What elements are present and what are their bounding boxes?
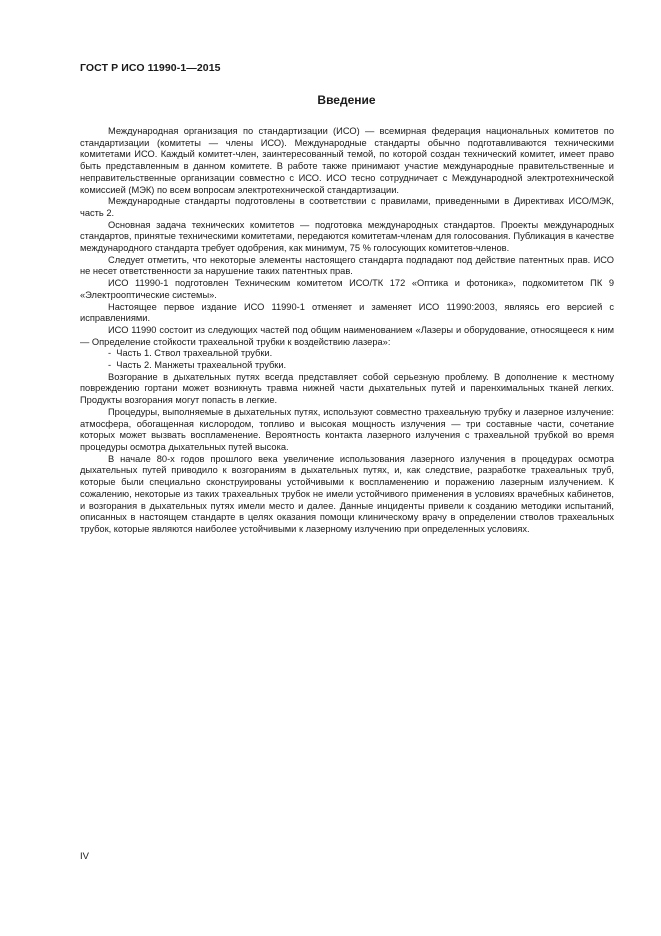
paragraph-iso-intro: Международная организация по стандартизации (ИСО) — всемирная федерация национальных комитетов по стандартизации (комитеты — члены ИСО). Международные стандарты обычно подготавливаются техническими комитетами ИСО. Каждый комитет-член, заинтересованный темой, по которой создан технический комитет, имеет право быть представленным в данном комитете. В работе также принимают участие международные правительственные и неправительственные организации совместно с ИСО. ИСО тесно сотрудничает с Международной электротехнической комиссией (МЭК) по всем вопросам электротехнической стандартизации. (80, 126, 614, 195)
document-body (80, 126, 614, 536)
document-header: ГОСТ Р ИСО 11990-1—2015 (80, 62, 221, 74)
paragraph-prepared-by: ИСО 11990-1 подготовлен Техническим комитетом ИСО/ТК 172 «Оптика и фотоника», подкомитетом ПК 9 «Электрооптические системы». (80, 278, 614, 300)
paragraph-edition: Настоящее первое издание ИСО 11990-1 отменяет и заменяет ИСО 11990:2003, являясь его версией с исправлениями. (80, 301, 614, 324)
paragraph-patent-rights: Следует отметить, что некоторые элементы настоящего стандарта подпадают под действие патентных прав. ИСО не несет ответственности за нарушение таких патентных прав. (80, 254, 614, 277)
paragraph-parts-intro: ИСО 11990 состоит из следующих частей под общим наименованием «Лазеры и оборудование, относящееся к ним — Определение стойкости трахеальной трубки к воздействию лазера»: (80, 324, 614, 347)
paragraph-history: В начале 80-х годов прошлого века увеличение использования лазерного излучения в процедурах осмотра дыхательных путей приводило к возгораниям в дыхательных путях, и, как следствие, разработке трахеальных труб, которые были специально сконструированы устойчивыми к воспламенению и поражению лазерным излучением. К сожалению, некоторые из таких трахеальных трубок не имели устойчивого применения в условиях врачебных кабинетов, и возгорания в дыхательных путях имели место и далее. Данные инциденты привели к созданию методики испытаний, описанных в настоящем стандарте в целях оказания помощи клиническому врачу в определении стволов трахеальных трубок, которые являются наиболее устойчивыми к лазерному излучению при определенных условиях. (80, 453, 614, 534)
paragraph-directives: Международные стандарты подготовлены в соответствии с правилами, приведенными в Директивах ИСО/МЭК, часть 2. (80, 196, 614, 218)
paragraph-committees-task: Основная задача технических комитетов — подготовка международных стандартов. Проекты международных стандартов, принятые техническими комитетами, передаются комитетам-членам для голосования. Публикация в качестве международного стандарта требует одобрения, как минимум, 75 % голосующих комитетов-членов. (80, 219, 614, 254)
paragraph-procedures: Процедуры, выполняемые в дыхательных путях, используют совместно трахеальную трубку и лазерное излучение: атмосфера, обогащенная кислородом, топливо и высокая мощность излучения — три составные части, сочетание которых может вызвать воспламенение. Вероятность контакта лазерного излучения с трахеальной трубкой во время процедуры осмотра дыхательных путей высока. (80, 406, 614, 452)
section-title: Введение (317, 93, 376, 107)
list-item: - Часть 2. Манжеты трахеальной трубки. (80, 360, 614, 372)
page-number: IV (80, 851, 89, 862)
paragraph-airway-fire: Возгорание в дыхательных путях всегда представляет собой серьезную проблему. В дополнение к местному повреждению гортани может возникнуть травма нижней части дыхательных путей и паренхимальных тканей легких. Продукты возгорания могут попасть в легкие. (80, 371, 614, 406)
parts-list (80, 348, 614, 371)
list-item: - Часть 1. Ствол трахеальной трубки. (80, 348, 614, 360)
